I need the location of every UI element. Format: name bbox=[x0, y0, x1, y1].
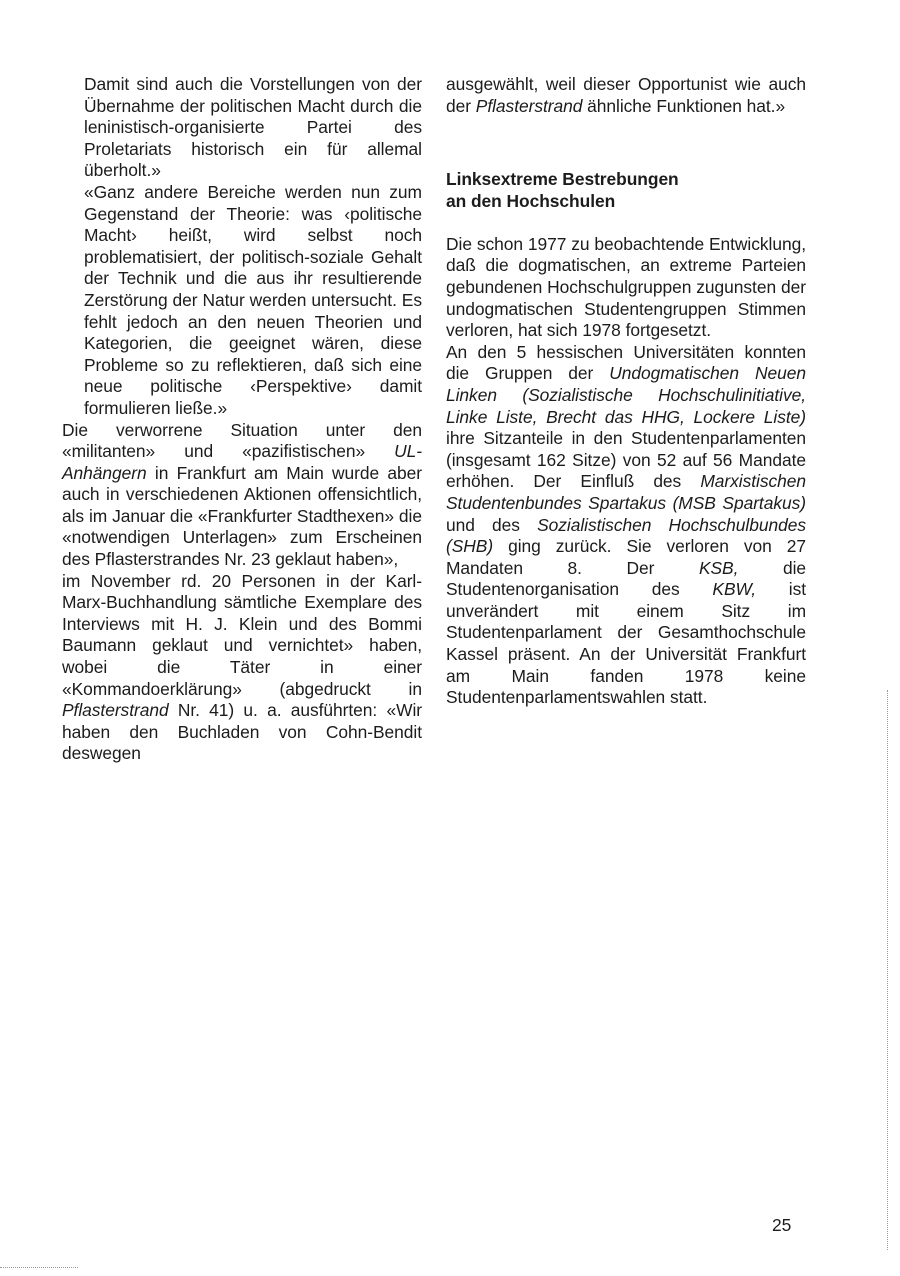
text-run: ausgewählt, weil dieser Opportunist wie auch der bbox=[446, 74, 806, 116]
italic-term: Undogmatischen Neuen Linken (Sozialistische Hochschulinitiative, Linke Liste, Brecht das HHG, Lockere Liste) bbox=[446, 363, 806, 427]
text-run: in Frankfurt am Main wurde aber auch in verschiedenen Aktionen offensichtlich, als im Januar die «Frankfurter Stadthexen» die «notwendigen Unterlagen» zum Erscheinen des Pflasterstrandes Nr. 23 geklaut haben», bbox=[62, 462, 422, 570]
italic-term: Marxistischen Studentenbundes Spartakus (MSB Spartakus) bbox=[446, 471, 806, 513]
italic-term: KBW, bbox=[712, 579, 756, 600]
italic-term: Sozialistischen Hochschulbundes (SHB) bbox=[446, 514, 806, 557]
text-run: An den 5 hessischen Universitäten konnten die Gruppen der bbox=[446, 341, 806, 384]
quote-paragraph-2: «Ganz andere Bereiche werden nun zum Gegenstand der Theorie: was ‹politische Macht› heißt, wird selbst noch problematisiert, der politisch-soziale Gehalt der Technik und die aus ihr resultierende Zerstörung der Natur werden untersucht. Es fehlt jedoch an den neuen Theorien und Kategorien, die geeignet wären, diese Probleme so zu reflektieren, daß sich eine neue politische ‹Perspektive› damit formulieren ließe.» bbox=[84, 181, 422, 418]
spacer bbox=[446, 213, 806, 234]
section-heading bbox=[446, 169, 806, 213]
body-paragraph-1 bbox=[62, 420, 422, 571]
scan-margin-line bbox=[887, 690, 888, 1250]
text-run: ist unverändert mit einem Sitz im Studentenparlament der Gesamthochschule Kassel präsent. An der Universität Frankfurt am Main fanden 1978 keine Studentenparlamentswahlen statt. bbox=[446, 579, 806, 708]
body-paragraph-2 bbox=[62, 571, 422, 765]
text-run: ähnliche Funktionen hat.» bbox=[582, 95, 786, 116]
scan-foot-line bbox=[0, 1267, 78, 1268]
page-number: 25 bbox=[772, 1215, 792, 1235]
text-run: und des bbox=[446, 514, 538, 535]
text-run: Die verworrene Situation unter den «militanten» und «pazifistischen» bbox=[62, 419, 422, 462]
text-run: ging zurück. Sie verloren von 27 Mandaten 8. Der bbox=[446, 536, 806, 578]
quote-paragraph-1: Damit sind auch die Vorstellungen von der Übernahme der politischen Macht durch die leninistisch-organisierte Partei des Proletariats historisch ein für allemal überholt.» bbox=[84, 74, 422, 181]
heading-line-1: Linksextreme Bestrebungen bbox=[446, 169, 679, 190]
italic-term: KSB, bbox=[698, 557, 739, 578]
text-run: die Studentenorganisation des bbox=[446, 557, 806, 600]
text-run: Nr. 41) u. a. ausführten: «Wir haben den Buchladen von Cohn-Bendit deswegen bbox=[62, 700, 422, 764]
italic-term: Pflasterstrand bbox=[62, 700, 169, 721]
body-paragraph-4 bbox=[446, 342, 806, 709]
italic-term: UL-Anhängern bbox=[62, 441, 422, 483]
text-run: im November rd. 20 Personen in der Karl-Marx-Buchhandlung sämtliche Exemplare des Interviews mit H. J. Klein und des Bommi Baumann geklaut und vernichtet» haben, wobei die Täter in einer «Kommandoerklärung» (abgedruckt in bbox=[62, 570, 422, 699]
left-column bbox=[62, 74, 422, 765]
right-column bbox=[446, 74, 806, 709]
italic-term: Pflasterstrand bbox=[475, 95, 583, 116]
text-run: ihre Sitzanteile in den Studentenparlamenten (insgesamt 162 Sitze) von 52 auf 56 Mandate erhöhen. Der Einfluß des bbox=[446, 428, 806, 492]
body-paragraph-3: Die schon 1977 zu beobachtende Entwicklung, daß die dogmatischen, an extreme Parteien gebundenen Hochschulgruppen zugunsten der undogmatischen Studentengruppen Stimmen verloren, hat sich 1978 fortgesetzt. bbox=[446, 233, 806, 341]
heading-line-2: an den Hochschulen bbox=[446, 190, 616, 211]
continuation-paragraph bbox=[446, 74, 806, 117]
spacer bbox=[446, 117, 806, 169]
